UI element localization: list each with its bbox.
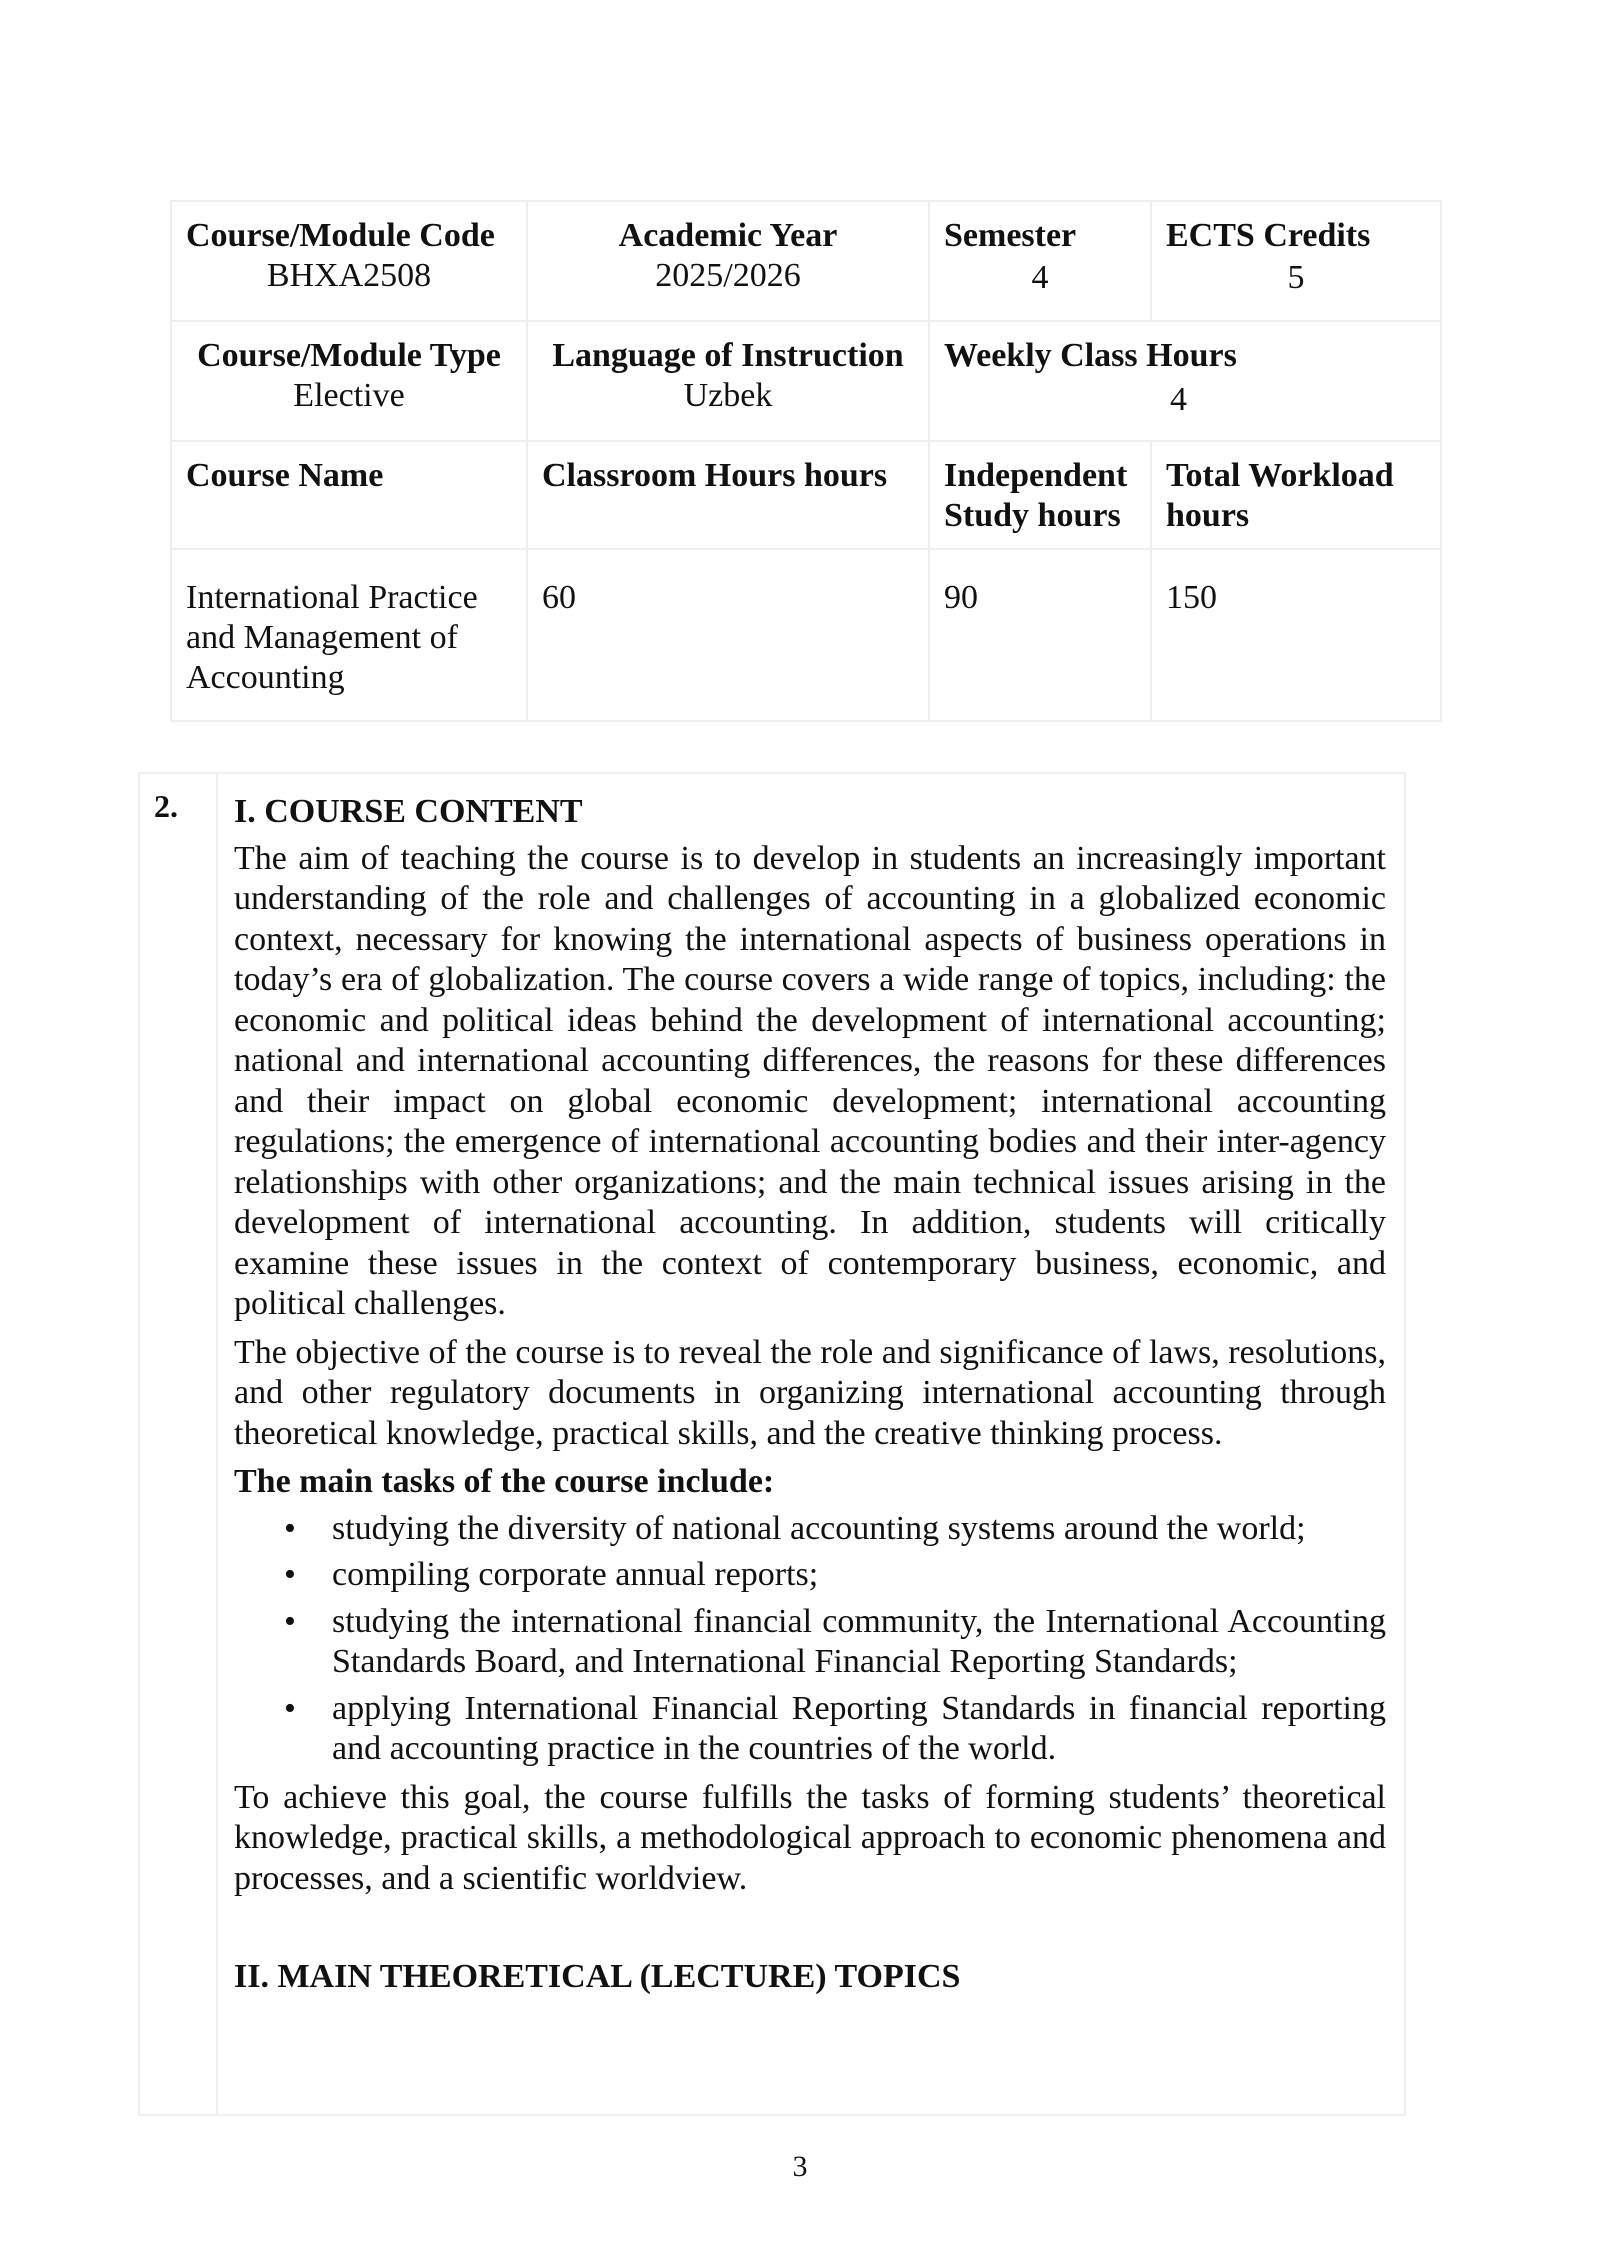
weekly-hours-cell [929, 321, 1441, 441]
classroom-hours-value: 60 [527, 549, 929, 721]
list-item: • studying the international financial community, the International Accounting Standards Board, and International Financial Reporting Standards; [234, 1602, 1386, 1683]
tasks-heading: The main tasks of the course include: [234, 1463, 775, 1500]
course-content-box [138, 772, 1406, 2116]
list-item: • applying International Financial Reporting Standards in financial reporting and accounting practice in the countries of the world. [234, 1689, 1386, 1770]
section-title: I. COURSE CONTENT [234, 793, 583, 830]
academic-year-cell [527, 201, 929, 321]
weekly-hours-value: 4 [1170, 381, 1187, 418]
independent-hours-value: 90 [929, 549, 1151, 721]
language-label: Language of Instruction [552, 337, 904, 374]
table-row [171, 549, 1441, 721]
course-code-label: Course/Module Code [186, 217, 495, 254]
course-info-table [170, 200, 1442, 722]
language-cell [527, 321, 929, 441]
academic-year-label: Academic Year [618, 217, 838, 254]
tasks-list [234, 1509, 1386, 1770]
table-row [171, 201, 1441, 321]
course-type-cell [171, 321, 527, 441]
classroom-hours-label: Classroom Hours hours [542, 457, 888, 494]
list-item: • compiling corporate annual reports; [234, 1555, 1386, 1596]
total-workload-value: 150 [1151, 549, 1441, 721]
ects-label: ECTS Credits [1166, 217, 1371, 254]
section2-title: II. MAIN THEORETICAL (LECTURE) TOPICS [234, 1958, 961, 1995]
section-text [234, 792, 1386, 1998]
course-code-value: BHXA2508 [266, 257, 432, 294]
course-goal-paragraph: To achieve this goal, the course fulfills the tasks of forming students’ theoretical knowledge, practical skills, a methodological approach to economic phenomena and processes, and a scientific worldview. [234, 1778, 1386, 1897]
course-type-value: Elective [293, 377, 405, 414]
semester-label: Semester [944, 217, 1077, 254]
course-name-value: International Practice and Management of Accounting [171, 549, 527, 721]
table-row [171, 441, 1441, 549]
total-workload-label: Total Workload hours [1166, 457, 1394, 534]
weekly-hours-label: Weekly Class Hours [944, 337, 1237, 374]
course-objective-paragraph: The objective of the course is to reveal the role and significance of laws, resolutions, and other regulatory documents in organizing international accounting through theoretical knowledge, practical skills, and the creative thinking process. [234, 1333, 1386, 1452]
academic-year-value: 2025/2026 [655, 257, 801, 294]
language-value: Uzbek [683, 377, 773, 414]
page-number: 3 [792, 2150, 808, 2183]
course-type-label: Course/Module Type [197, 337, 501, 374]
independent-hours-header [929, 441, 1151, 549]
section-number: 2. [154, 788, 178, 824]
course-name-header [171, 441, 527, 549]
ects-value: 5 [1287, 259, 1305, 296]
course-name-label: Course Name [186, 457, 384, 494]
ects-cell [1151, 201, 1441, 321]
independent-hours-label: Independent Study hours [944, 457, 1128, 534]
table-row [171, 321, 1441, 441]
semester-value: 4 [1031, 259, 1049, 296]
section-number-column [140, 774, 218, 2114]
list-item: • studying the diversity of national accounting systems around the world; [234, 1509, 1386, 1550]
course-code-cell [171, 201, 527, 321]
total-workload-header [1151, 441, 1441, 549]
classroom-hours-header [527, 441, 929, 549]
semester-cell [929, 201, 1151, 321]
course-aim-paragraph: The aim of teaching the course is to develop in students an increasingly important understanding of the role and challenges of accounting in a globalized economic context, necessary for knowing the international aspects of business operations in today’s era of globalization. The course covers a wide range of topics, including: the economic and political ideas behind the development of international accounting; national and international accounting differences, the reasons for these differences and their impact on global economic development; international accounting regulations; the emergence of international accounting bodies and their inter-agency relationships with other organizations; and the main technical issues arising in the development of international accounting. In addition, students will critically examine these issues in the context of contemporary business, economic, and political challenges. [234, 839, 1386, 1322]
